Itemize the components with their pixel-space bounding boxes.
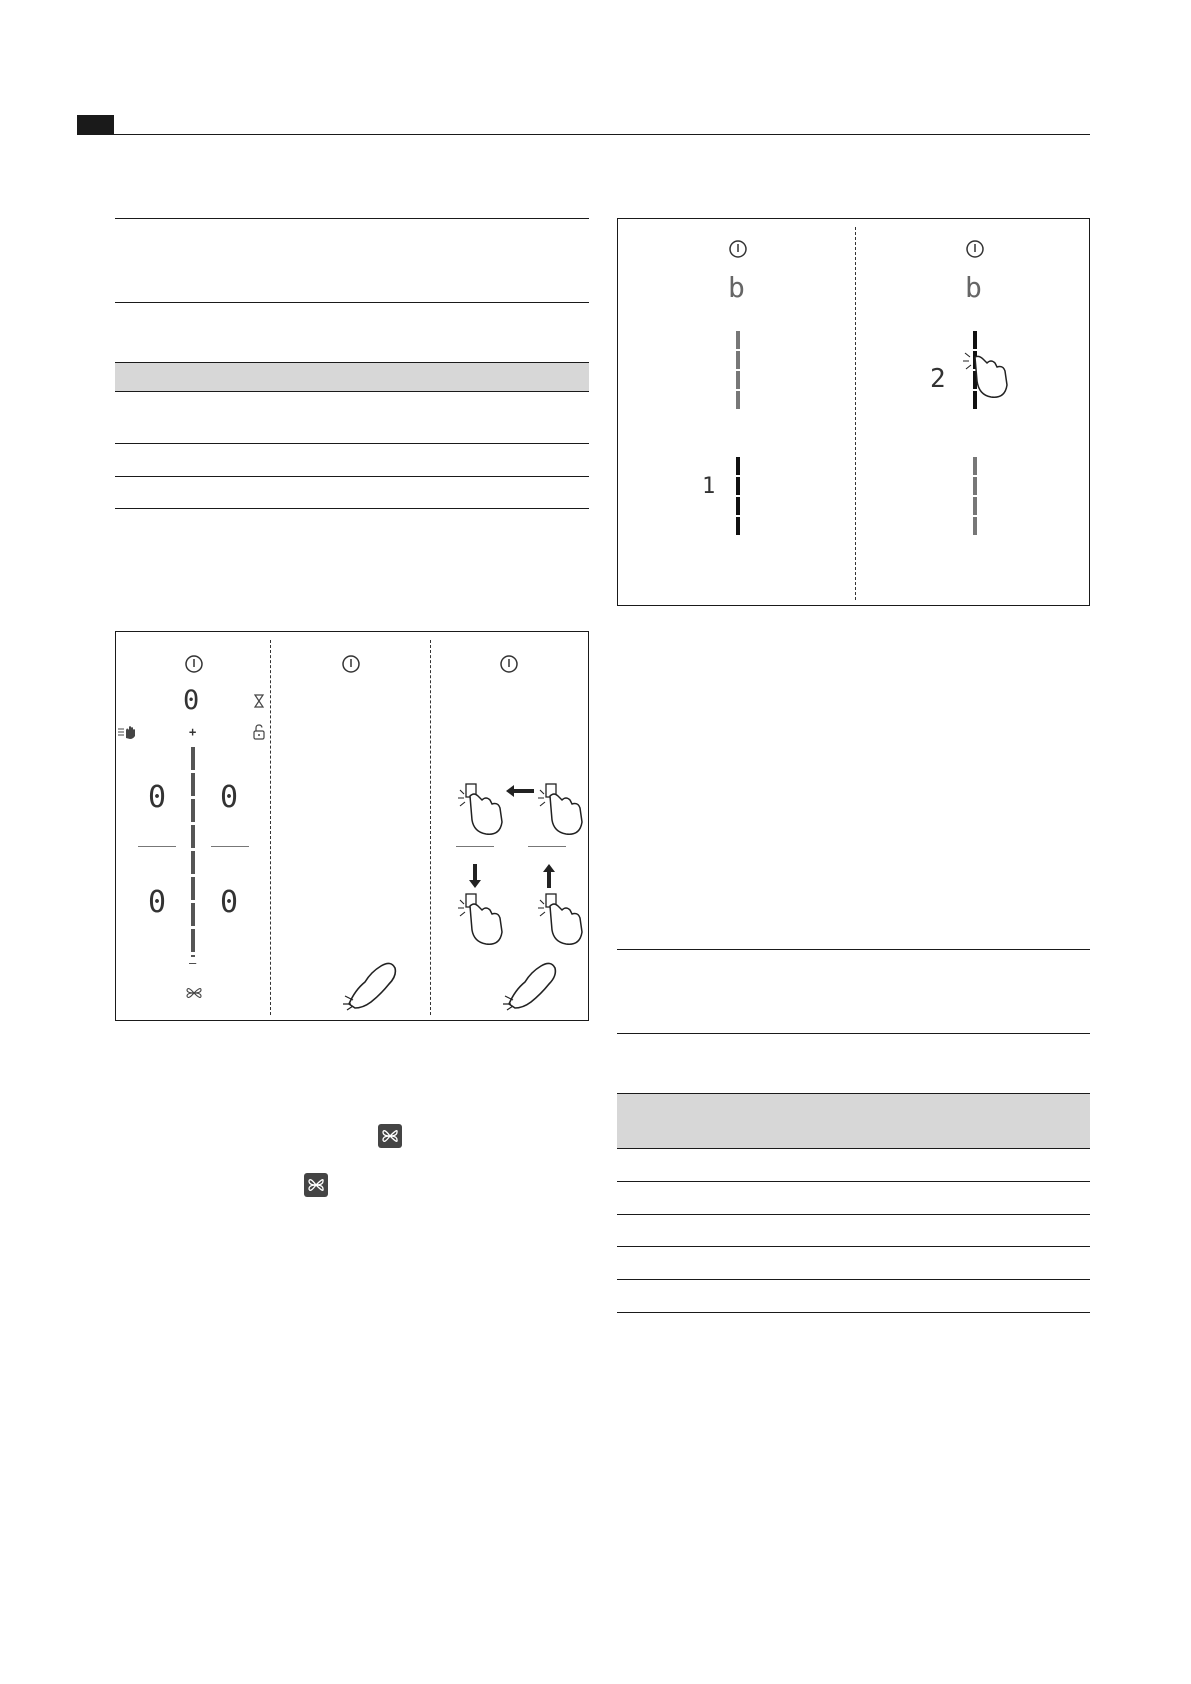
- fan-icon: [378, 1124, 402, 1148]
- minus-label: –: [189, 956, 197, 970]
- level-digit: 1: [702, 474, 716, 499]
- zone-top-left-digit: 0: [148, 780, 167, 815]
- table-rule: [617, 1033, 1090, 1034]
- zone-bottom-left-digit: 0: [148, 885, 167, 920]
- zone-separator: [456, 846, 494, 847]
- hourglass-icon: [253, 694, 265, 708]
- display-char: b: [728, 271, 745, 304]
- table-rule: [115, 302, 589, 303]
- arrow-icon: [469, 864, 481, 888]
- control-panel-figure: [115, 631, 589, 1021]
- panel-divider: [855, 227, 856, 600]
- table-rule: [115, 508, 589, 509]
- table-header: [115, 362, 589, 391]
- finger-touch-icon: [501, 942, 561, 1012]
- table-rule: [115, 362, 589, 363]
- power-icon: [499, 654, 519, 674]
- language-tab: [77, 115, 114, 134]
- table-rule: [617, 1246, 1090, 1247]
- table-rule: [617, 1279, 1090, 1280]
- power-icon: [728, 239, 748, 259]
- table-rule: [115, 476, 589, 477]
- plus-label: +: [189, 725, 197, 739]
- table-rule: [115, 218, 589, 219]
- table-rule: [617, 1214, 1090, 1215]
- power-icon: [184, 654, 204, 674]
- finger-touch-icon: [456, 782, 506, 838]
- arrow-icon: [543, 864, 555, 888]
- table-rule: [617, 1181, 1090, 1182]
- header-rule: [77, 134, 1090, 135]
- zone-separator: [211, 846, 249, 847]
- finger-touch-icon: [536, 782, 586, 838]
- power-slider[interactable]: [191, 747, 195, 957]
- table-rule: [115, 443, 589, 444]
- fan-icon: [304, 1173, 328, 1197]
- arrow-icon: [506, 785, 534, 797]
- timer-digit: 0: [183, 685, 200, 716]
- zone-separator: [528, 846, 566, 847]
- table-rule: [617, 1148, 1090, 1149]
- fan-icon: [185, 984, 203, 1002]
- power-icon: [341, 654, 361, 674]
- panel-divider: [430, 640, 431, 1015]
- level-digit: 2: [930, 364, 946, 394]
- zone-bottom-right-digit: 0: [220, 885, 239, 920]
- power-icon: [965, 239, 985, 259]
- table-rule: [617, 1093, 1090, 1094]
- zone-slider-lower[interactable]: [973, 457, 977, 537]
- panel-divider: [270, 640, 271, 1015]
- zone-separator: [138, 846, 176, 847]
- zone-slider-lower[interactable]: [736, 457, 740, 537]
- finger-touch-icon: [963, 347, 1013, 403]
- lock-icon: [253, 724, 265, 740]
- display-char: b: [965, 271, 982, 304]
- table-header: [617, 1093, 1090, 1148]
- zone-slider-upper[interactable]: [736, 331, 740, 411]
- zone-top-right-digit: 0: [220, 780, 239, 815]
- finger-touch-icon: [456, 892, 506, 948]
- hand-icon: [118, 724, 138, 740]
- finger-touch-icon: [536, 892, 586, 948]
- level-selection-figure: [617, 218, 1090, 606]
- table-rule: [617, 949, 1090, 950]
- table-rule: [617, 1312, 1090, 1313]
- finger-touch-icon: [341, 942, 401, 1012]
- table-rule: [115, 391, 589, 392]
